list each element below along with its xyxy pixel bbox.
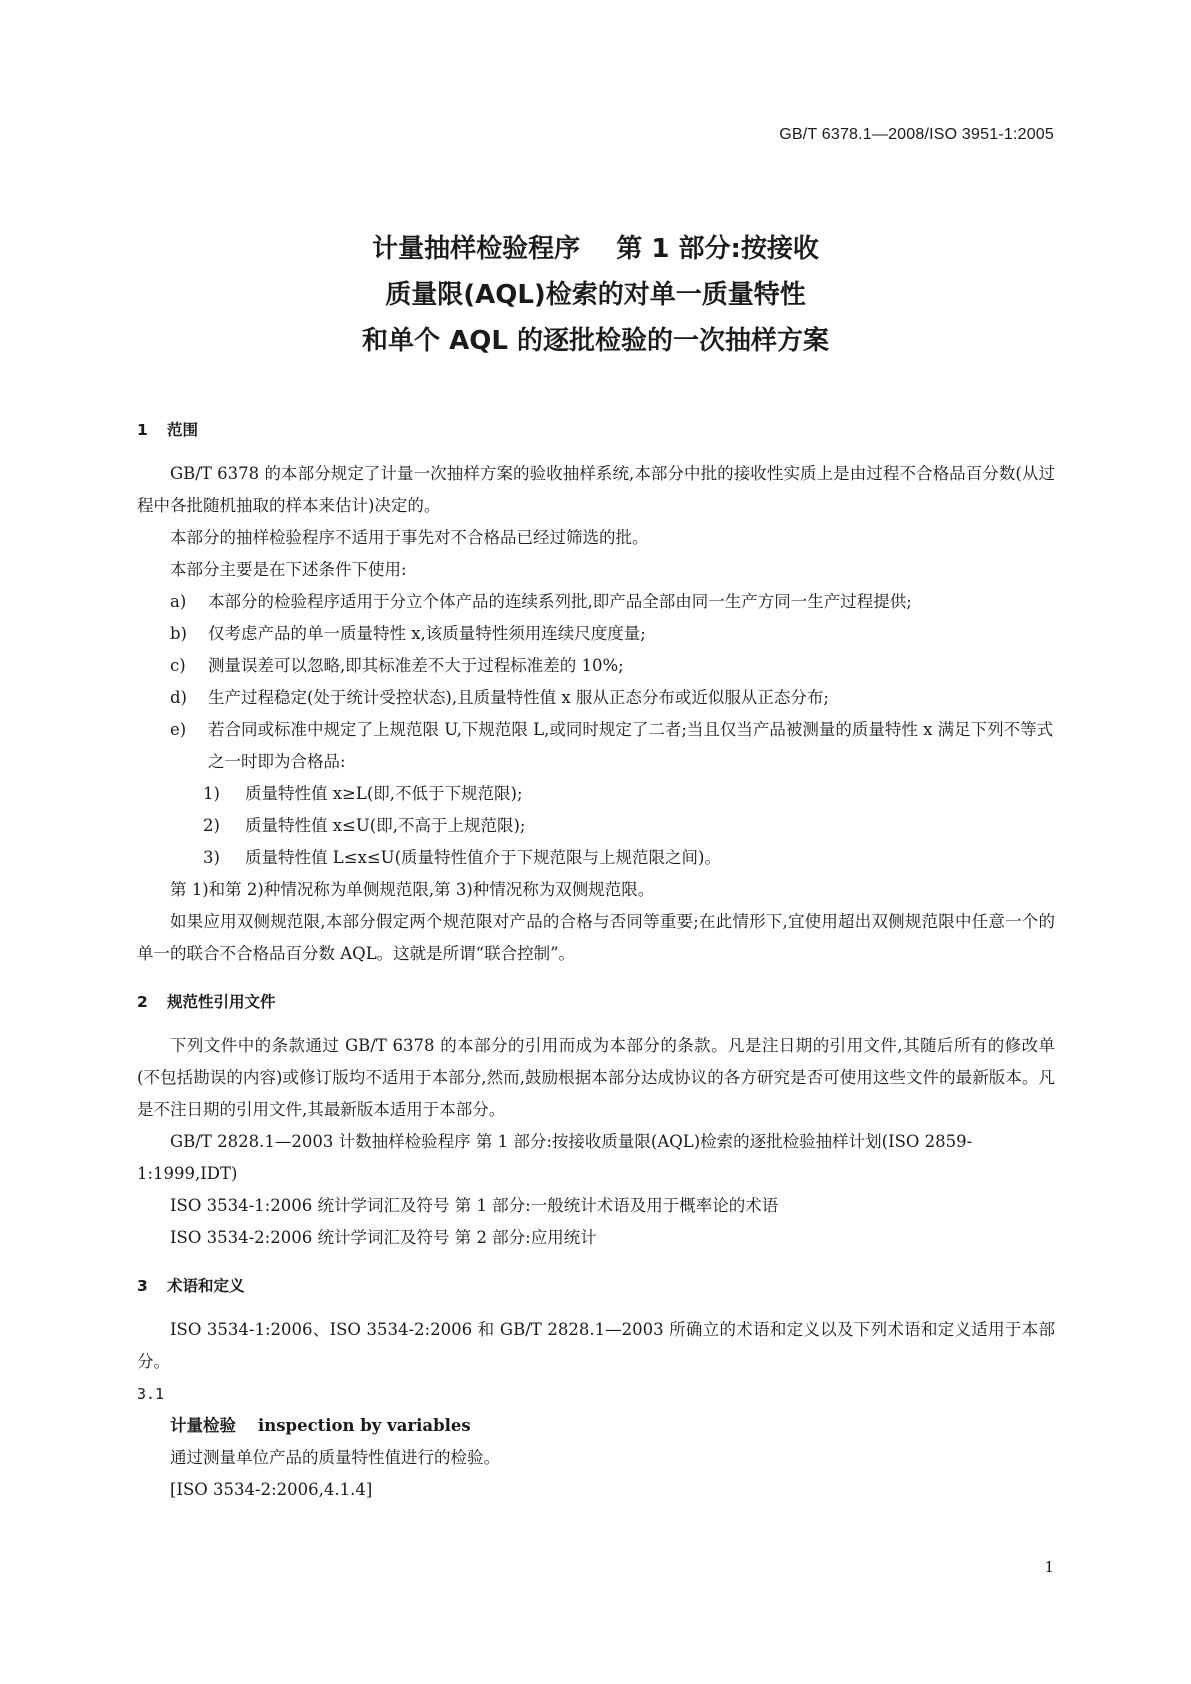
sub-list-item [137,778,1055,810]
list-text: 生产过程稳定(处于统计受控状态),且质量特性值 x 服从正态分布或近似服从正态分布; [208,688,829,707]
section-2-heading [137,986,1055,1018]
section-number: 1 [137,421,148,439]
standard-code: GB/T 6378.1—2008/ISO 3951-1:2005 [779,126,1054,143]
document-body [137,414,1055,1506]
section-title: 范围 [167,421,199,439]
list-text: 质量特性值 x≥L(即,不低于下规范限); [245,784,523,803]
paragraph: 下列文件中的条款通过 GB/T 6378 的本部分的引用而成为本部分的条款。凡是注日期的引用文件,其随后所有的修改单(不包括勘误的内容)或修订版均不适用于本部分,然而,鼓励根据本部分达成协议的各方研究是否可使用这些文件的最新版本。凡是不注日期的引用文件,其最新版本适用于本部分。 [137,1036,1055,1119]
list-marker: e) [170,720,187,739]
paragraph: 本部分主要是在下述条件下使用: [170,560,407,579]
title-line-1: 计量抽样检验程序 第 1 部分:按接收 [372,234,819,264]
reference-entry: GB/T 2828.1—2003 计数抽样检验程序 第 1 部分:按接收质量限(AQL)检索的逐批检验抽样计划(ISO 2859-1:1999,IDT) [137,1132,973,1183]
term-english: inspection by variables [258,1416,471,1435]
list-text: 质量特性值 x≤U(即,不高于上规范限); [245,816,526,835]
section-number: 3 [137,1277,148,1295]
list-marker: 1) [203,784,220,803]
section-number: 2 [137,993,148,1011]
list-item [137,682,1055,714]
term-entry [137,1410,1055,1442]
list-marker: a) [170,592,187,611]
reference-entry: ISO 3534-1:2006 统计学词汇及符号 第 1 部分:一般统计术语及用于概率论的术语 [170,1196,779,1215]
term-definition: 通过测量单位产品的质量特性值进行的检验。 [170,1448,500,1467]
list-marker: 3) [203,848,220,867]
page-number: 1 [1044,1558,1054,1576]
list-text: 若合同或标准中规定了上规范限 U,下规范限 L,或同时规定了二者;当且仅当产品被测量的质量特性 x 满足下列不等式之一时即为合格品: [208,720,1054,771]
list-text: 质量特性值 L≤x≤U(质量特性值介于下规范限与上规范限之间)。 [245,848,721,867]
title-line-3: 和单个 AQL 的逐批检验的一次抽样方案 [362,326,829,356]
list-item [137,714,1055,778]
paragraph: 本部分的抽样检验程序不适用于事先对不合格品已经过筛选的批。 [170,528,649,547]
list-marker: 2) [203,816,220,835]
section-title: 规范性引用文件 [167,993,276,1011]
section-3-heading [137,1270,1055,1302]
term-chinese: 计量检验 [170,1416,236,1435]
paragraph: 第 1)和第 2)种情况称为单侧规范限,第 3)种情况称为双侧规范限。 [170,880,655,899]
list-text: 本部分的检验程序适用于分立个体产品的连续系列批,即产品全部由同一生产方同一生产过程提供; [208,592,912,611]
title-line-2: 质量限(AQL)检索的对单一质量特性 [385,280,806,310]
list-item [137,650,1055,682]
sub-list-item [137,810,1055,842]
list-item [137,586,1055,618]
list-text: 仅考虑产品的单一质量特性 x,该质量特性须用连续尺度度量; [208,624,646,643]
reference-entry: ISO 3534-2:2006 统计学词汇及符号 第 2 部分:应用统计 [170,1228,597,1247]
list-item [137,618,1055,650]
list-marker: b) [170,624,187,643]
section-title: 术语和定义 [167,1277,245,1295]
paragraph: 如果应用双侧规范限,本部分假定两个规范限对产品的合格与否同等重要;在此情形下,宜使用超出双侧规范限中任意一个的单一的联合不合格品百分数 AQL。这就是所谓“联合控制”。 [137,912,1055,963]
document-title [0,226,1191,364]
paragraph: ISO 3534-1:2006、ISO 3534-2:2006 和 GB/T 2828.1—2003 所确立的术语和定义以及下列术语和定义适用于本部分。 [137,1320,1055,1371]
sub-list-item [137,842,1055,874]
term-source: [ISO 3534-2:2006,4.1.4] [170,1480,373,1499]
clause-number: 3.1 [137,1385,165,1403]
list-text: 测量误差可以忽略,即其标准差不大于过程标准差的 10%; [208,656,624,675]
section-1-heading [137,414,1055,446]
list-marker: c) [170,656,186,675]
list-marker: d) [170,688,187,707]
paragraph: GB/T 6378 的本部分规定了计量一次抽样方案的验收抽样系统,本部分中批的接收性实质上是由过程不合格品百分数(从过程中各批随机抽取的样本来估计)决定的。 [137,464,1055,515]
